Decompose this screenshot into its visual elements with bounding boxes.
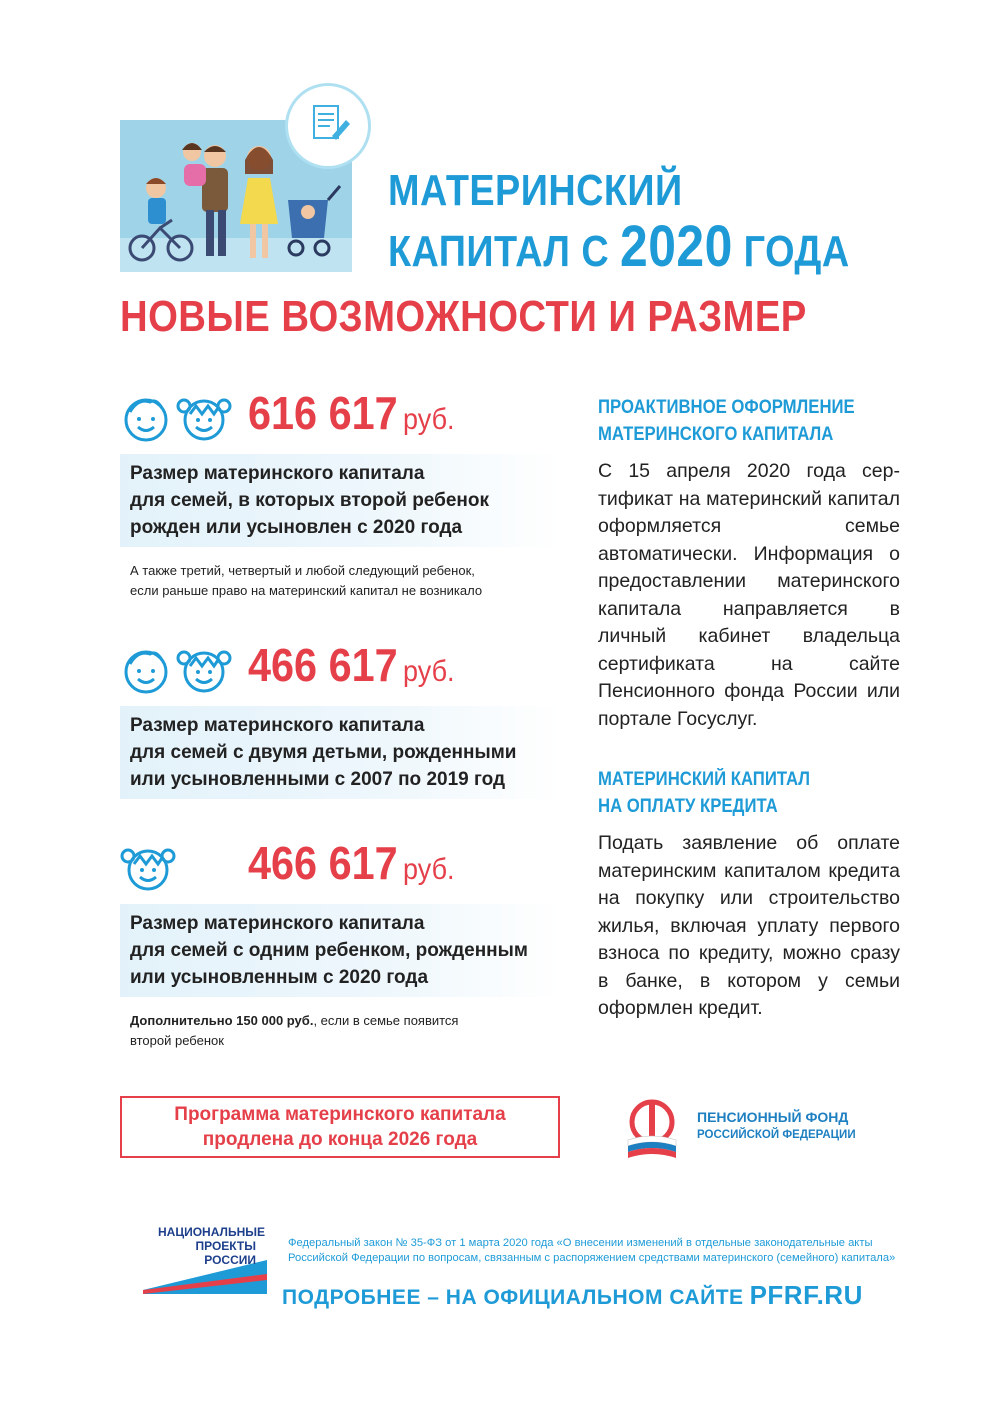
law-reference: Федеральный закон № 35-ФЗ от 1 марта 2020 года «О внесении изменений в отдельные законодательные акты Российской Федерации по вопросам, связанным с распоряжением средствами материнского (семейного) капитала» bbox=[288, 1237, 896, 1264]
section-title-line: МАТЕРИНСКОГО КАПИТАЛА bbox=[598, 424, 834, 445]
amount-description bbox=[120, 904, 560, 997]
boy-face-icon bbox=[120, 644, 172, 696]
amount-unit: руб. bbox=[403, 403, 455, 436]
description-line: рожден или усыновлен с 2020 года bbox=[130, 517, 463, 538]
amount-unit: руб. bbox=[403, 655, 455, 688]
amount-description bbox=[120, 706, 560, 799]
amount-row bbox=[120, 838, 560, 896]
title-line-2 bbox=[388, 214, 850, 280]
amount-note bbox=[120, 1011, 560, 1051]
description-line: для семей, в которых второй ребенок bbox=[130, 490, 490, 511]
amount-block-1 bbox=[120, 388, 560, 601]
section-title-line: МАТЕРИНСКИЙ КАПИТАЛ bbox=[598, 769, 811, 790]
section-credit-text: Подать заявление об оплате материнским капиталом кредита на покупку или строительство жилья, включая уплату первого взноса по кредиту, можно сразу в банке, в котором у семьи оформлен кредит. bbox=[598, 832, 900, 1019]
description-line: Размер материнского капитала bbox=[130, 913, 425, 934]
program-line: Программа материнского капитала bbox=[174, 1104, 506, 1125]
girl-face-icon bbox=[120, 842, 176, 894]
np-line: ПРОЕКТЫ bbox=[195, 1239, 256, 1253]
amount-unit: руб. bbox=[403, 853, 455, 886]
description-line: для семей с двумя детьми, рожденными bbox=[130, 742, 517, 763]
section-title-line: НА ОПЛАТУ КРЕДИТА bbox=[598, 796, 778, 817]
section-proactive-title bbox=[598, 394, 855, 448]
amount-value bbox=[248, 836, 455, 890]
page-title bbox=[388, 163, 850, 280]
description-line: Размер материнского капитала bbox=[130, 715, 425, 736]
pfr-name-line-2: РОССИЙСКОЙ ФЕДЕРАЦИИ bbox=[697, 1129, 856, 1141]
document-edit-icon bbox=[288, 86, 368, 166]
page-subtitle: НОВЫЕ ВОЗМОЖНОСТИ И РАЗМЕР bbox=[120, 292, 807, 341]
kid-icons bbox=[120, 842, 176, 894]
amount-number: 616 617 bbox=[248, 387, 398, 439]
more-text: ПОДРОБНЕЕ – НА ОФИЦИАЛЬНОМ САЙТЕ bbox=[282, 1286, 744, 1309]
section-credit-title bbox=[598, 766, 810, 820]
note-line: второй ребенок bbox=[130, 1033, 224, 1048]
boy-face-icon bbox=[120, 392, 172, 444]
kid-icons bbox=[120, 644, 232, 696]
amount-value bbox=[248, 638, 455, 692]
note-line: если раньше право на материнский капитал не возникало bbox=[130, 583, 483, 598]
title-line-2-a: КАПИТАЛ С bbox=[388, 227, 621, 276]
amount-row bbox=[120, 640, 560, 698]
title-line-2-b: ГОДА bbox=[732, 227, 850, 276]
description-line: или усыновленным с 2020 года bbox=[130, 967, 429, 988]
np-line: НАЦИОНАЛЬНЫЕ bbox=[158, 1225, 265, 1239]
document-badge bbox=[285, 83, 371, 169]
program-extension-box bbox=[120, 1096, 560, 1158]
title-line-1: МАТЕРИНСКИЙ bbox=[388, 166, 683, 215]
description-line: или усыновленными с 2007 по 2019 год bbox=[130, 769, 506, 790]
note-line: А также третий, четвертый и любой следующий ребенок, bbox=[130, 563, 475, 578]
description-line: Размер материнского капитала bbox=[130, 463, 425, 484]
section-title-line: ПРОАКТИВНОЕ ОФОРМЛЕНИЕ bbox=[598, 397, 855, 418]
section-proactive-text: С 15 апреля 2020 года сертификат на материнский капитал оформляется семье автоматически. Информация о предоставлении материнского капитала направляется в личный кабинет владельца сертификата на сайте Пенсионного фонда России или портале Госуслуг. bbox=[598, 460, 900, 730]
kid-icons bbox=[120, 392, 232, 444]
program-line: продлена до конца 2026 года bbox=[202, 1129, 478, 1150]
note-line bbox=[130, 1011, 560, 1031]
pfr-emblem-icon bbox=[622, 1098, 682, 1158]
more-info bbox=[282, 1280, 863, 1311]
amount-description bbox=[120, 454, 560, 547]
note-rest: , если в семье появится bbox=[313, 1013, 459, 1028]
amount-row bbox=[120, 388, 560, 446]
website-link[interactable]: PFRF.RU bbox=[749, 1280, 863, 1310]
girl-face-icon bbox=[176, 392, 232, 444]
amount-block-3 bbox=[120, 838, 560, 1051]
title-year: 2020 bbox=[620, 214, 733, 279]
amount-number: 466 617 bbox=[248, 837, 398, 889]
amount-note bbox=[120, 561, 560, 601]
amount-number: 466 617 bbox=[248, 639, 398, 691]
pfr-logo bbox=[622, 1098, 682, 1158]
amount-block-2 bbox=[120, 640, 560, 799]
note-bold: Дополнительно 150 000 руб. bbox=[130, 1013, 314, 1028]
girl-face-icon bbox=[176, 644, 232, 696]
description-line: для семей с одним ребенком, рожденным bbox=[130, 940, 528, 961]
national-projects-text bbox=[158, 1225, 265, 1267]
np-line: РОССИИ bbox=[204, 1253, 256, 1267]
pfr-name bbox=[697, 1108, 856, 1144]
pfr-name-line-1: ПЕНСИОННЫЙ ФОНД bbox=[697, 1109, 849, 1125]
amount-value bbox=[248, 386, 455, 440]
